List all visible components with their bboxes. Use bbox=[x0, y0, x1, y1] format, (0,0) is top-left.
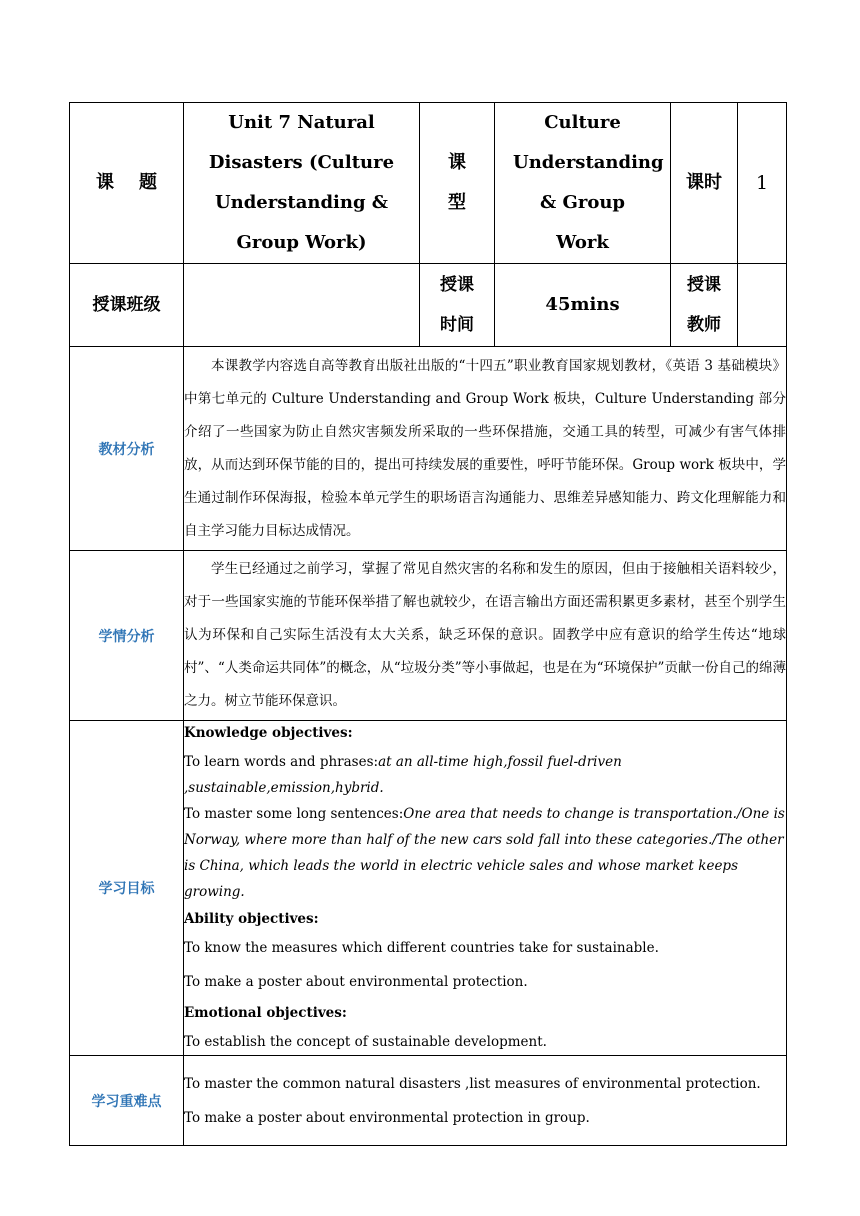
ability-heading: Ability objectives: bbox=[184, 911, 319, 927]
unit-title: Unit 7 Natural Disasters (Culture Understanding & Group Work) bbox=[184, 103, 420, 264]
key-points-label: 学习重难点 bbox=[70, 1056, 184, 1146]
teacher-label: 授课教师 bbox=[671, 264, 738, 347]
hours-label: 课时 bbox=[671, 103, 738, 264]
class-row bbox=[70, 264, 787, 347]
objectives-row bbox=[70, 721, 787, 1056]
emotional-heading: Emotional objectives: bbox=[184, 1005, 347, 1021]
knowledge-heading: Knowledge objectives: bbox=[184, 725, 353, 741]
key-point-1: To master the common natural disasters ,list measures of environmental protection. bbox=[184, 1075, 761, 1092]
textbook-text: 本课教学内容选自高等教育出版社出版的“十四五”职业教育国家规划教材，《英语 3 基础模块》中第七单元的 Culture Understanding and Group Work 板块，Culture Understanding 部分介绍了一些国家为防止自然灾害频发所采取的一些环保措施，交通工具的转型，可减少有害气体排放，从而达到环保节能的目的，提出可持续发展的重要性，呼吁节能环保。Group work 板块中，学生通过制作环保海报，检验本单元学生的职场语言沟通能力、思维差异感知能力、跨文化理解能力和自主学习能力目标达成情况。 bbox=[184, 357, 786, 539]
key-point-2: To make a poster about environmental protection in group. bbox=[184, 1109, 590, 1126]
words-items: at an all-time high,fossil fuel-driven ,sustainable,emission,hybrid. bbox=[184, 754, 622, 796]
sentences-line: To master some long sentences:One area that needs to change is transportation./One is Norway, where more than half of the new cars sold fall into these categories./The other is China, which leads the world in electric vehicle sales and whose market keeps growing. bbox=[184, 806, 785, 900]
topic-label: 课 题 bbox=[70, 103, 184, 264]
hours-value: 1 bbox=[738, 103, 787, 264]
teacher-value bbox=[738, 264, 787, 347]
students-text: 学生已经通过之前学习，掌握了常见自然灾害的名称和发生的原因，但由于接触相关语料较少，对于一些国家实施的节能环保举措了解也就较少，在语言输出方面还需积累更多素材，甚至个别学生认为环保和自己实际生活没有太大关系，缺乏环保的意识。固教学中应有意识的给学生传达“地球村”、“人类命运共同体”的概念，从“垃圾分类”等小事做起，也是在为“环境保护”贡献一份自己的绵薄之力。树立节能环保意识。 bbox=[184, 561, 786, 709]
textbook-analysis bbox=[184, 347, 787, 551]
students-row bbox=[70, 551, 787, 721]
textbook-label: 教材分析 bbox=[70, 347, 184, 551]
sentences-items: One area that needs to change is transportation./One is Norway, where more than half of the new cars sold fall into these categories./The other is China, which leads the world in electric vehicle sales and whose market keeps growing. bbox=[184, 806, 785, 900]
class-label: 授课班级 bbox=[70, 264, 184, 347]
header-row bbox=[70, 103, 787, 264]
objectives-content bbox=[184, 721, 787, 1056]
ability-item-1: To know the measures which different countries take for sustainable. bbox=[184, 940, 659, 956]
students-analysis bbox=[184, 551, 787, 721]
lesson-plan-table bbox=[69, 102, 787, 1146]
key-points-row bbox=[70, 1056, 787, 1146]
class-value bbox=[184, 264, 420, 347]
words-line: To learn words and phrases:at an all-time high,fossil fuel-driven ,sustainable,emission,hybrid. bbox=[184, 754, 622, 796]
textbook-row bbox=[70, 347, 787, 551]
time-label: 授课时间 bbox=[420, 264, 495, 347]
objectives-label: 学习目标 bbox=[70, 721, 184, 1056]
ability-item-2: To make a poster about environmental protection. bbox=[184, 974, 528, 990]
key-points-content bbox=[184, 1056, 787, 1146]
time-value: 45mins bbox=[495, 264, 671, 347]
emotional-item-1: To establish the concept of sustainable development. bbox=[184, 1034, 547, 1050]
type-label: 课型 bbox=[420, 103, 495, 264]
students-label: 学情分析 bbox=[70, 551, 184, 721]
type-value: Culture Understanding & Group Work bbox=[495, 103, 671, 264]
